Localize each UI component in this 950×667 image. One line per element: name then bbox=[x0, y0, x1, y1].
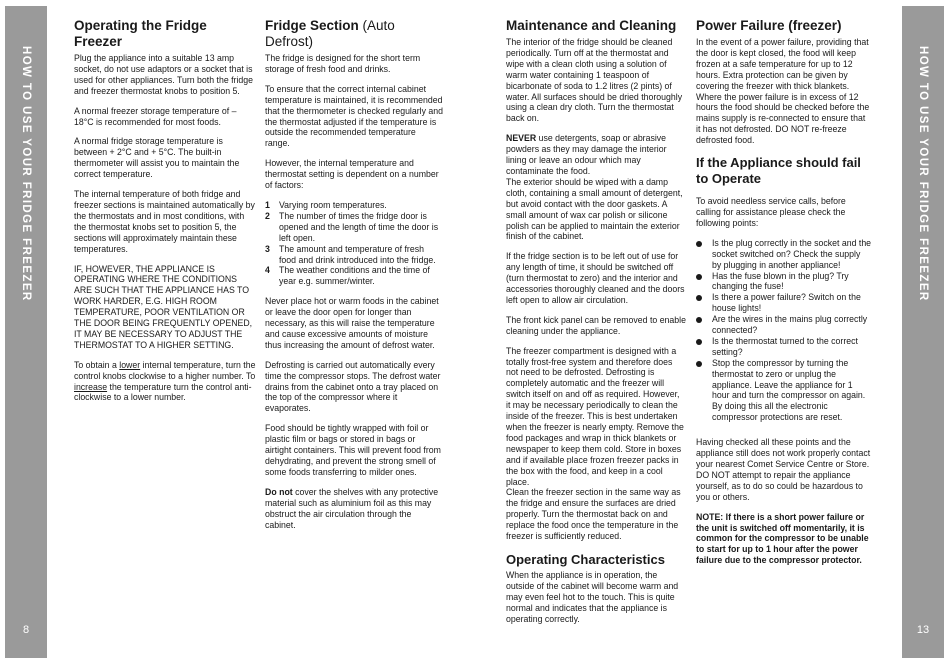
right-sidebar-title: HOW TO USE YOUR FRIDGE FREEZER bbox=[917, 46, 929, 302]
list-item bbox=[265, 211, 443, 244]
checklist bbox=[696, 238, 872, 423]
paragraph-never bbox=[506, 133, 686, 177]
list-number: 4 bbox=[265, 265, 270, 276]
heading-operating: Operating the Fridge Freezer bbox=[74, 18, 207, 49]
list-item: Is the thermostat turned to the correct setting? bbox=[696, 336, 872, 358]
paragraph: If the fridge section is to be left out of use for any length of time, it should be switched off (turn thermostat to zero) and the interior and accessories thoroughly cleaned and the doors left open to allow air circulation. bbox=[506, 251, 685, 305]
paragraph: Never place hot or warm foods in the cabinet or leave the door open for longer than necessary, as this will raise the temperature and cause excessive amounts of moisture thus increasing the amount of defrost water. bbox=[265, 296, 439, 350]
text: internal temperature, turn the control knobs clockwise to a higher number. To bbox=[74, 359, 256, 381]
text: the temperature turn the control anti-clockwise to a lower number. bbox=[74, 381, 252, 403]
paragraph: A normal freezer storage temperature of – 18°C is recommended for most foods. bbox=[74, 105, 237, 127]
list-text: The amount and temperature of fresh food and drink introduced into the fridge. bbox=[279, 243, 436, 265]
list-item bbox=[265, 200, 443, 211]
left-sidebar-band bbox=[5, 6, 47, 658]
text: use detergents, soap or abrasive powders as they may damage the interior lining or leave an odour which may contaminate the food. bbox=[506, 133, 667, 176]
right-sidebar-band bbox=[902, 6, 944, 658]
paragraph: When the appliance is in operation, the outside of the cabinet will become warm and may even feel hot to the touch. This is quite normal and indicates that the appliance is operating correctly. bbox=[506, 570, 679, 625]
list-item: Is there a power failure? Switch on the house lights! bbox=[696, 292, 872, 314]
text: To obtain a bbox=[74, 359, 120, 370]
list-text: The weather conditions and the time of year e.g. summer/winter. bbox=[279, 265, 430, 287]
paragraph: The interior of the fridge should be cleaned periodically. Turn off at the thermostat and wipe with a clean cloth using a solution of warm water containing 1 teaspoon of bicarbonate of soda to 1.2 litres (2 pints) of water. All surfaces should be dried thoroughly using a clean dry cloth. Turn the thermostat back on. bbox=[506, 37, 683, 124]
underlined-word: lower bbox=[119, 359, 141, 370]
right-page-number: 13 bbox=[916, 624, 930, 636]
heading-operating-characteristics: Operating Characteristics bbox=[506, 551, 665, 567]
paragraph: To ensure that the correct internal cabinet temperature is maintained, it is recommended that the thermometer is checked regularly and the thermostat adjusted if the temperature is outside the recommended temperature range. bbox=[265, 83, 444, 149]
list-number: 1 bbox=[265, 199, 270, 210]
column-operating bbox=[74, 18, 256, 412]
list-text: Varying room temperatures. bbox=[279, 199, 387, 210]
paragraph-do-not bbox=[265, 487, 443, 531]
list-item: Has the fuse blown in the plug? Try changing the fuse! bbox=[696, 271, 872, 293]
list-text: The number of times the fridge door is opened and the length of time the door is left open. bbox=[279, 210, 439, 243]
column-power-failure bbox=[696, 18, 872, 575]
list-item: Stop the compressor by turning the thermostat to zero or unplug the appliance. Leave the appliance for 1 hour and turn the compressor on again. By doing this all the electronic compressor protections are reset. bbox=[696, 358, 872, 423]
note-paragraph: NOTE: If there is a short power failure or the unit is switched off momentarily, it is common for the compressor to be unable to start for up to 1 hour after the power failure due to the compressor protector. bbox=[696, 511, 869, 566]
list-number: 3 bbox=[265, 243, 270, 254]
paragraph: The fridge is designed for the short term storage of fresh food and drinks. bbox=[265, 53, 421, 74]
column-fridge-section bbox=[265, 18, 443, 539]
paragraph: The exterior should be wiped with a damp cloth, containing a small amount of detergent, but avoid contact with the door gaskets. A small amount of wax car polish or silicone polish can be applied to maintain the exterior finish of the cabinet. bbox=[506, 176, 683, 242]
paragraph-adjust bbox=[74, 360, 256, 404]
heading-bold: Fridge Section bbox=[265, 18, 359, 33]
heading-light: (Auto Defrost) bbox=[265, 18, 395, 49]
paragraph: The freezer compartment is designed with a totally frost-free system and therefore does not need to be defrosted. Defrosting is completely automatic and the freezer will switch itself on and off as required. However, it may be necessary periodically to clean the inside of the freezer. This is best undertaken when the freezer is nearly empty. Remove the food packages and wrap in thick blankets or newspaper to keep them cold. Store in boxes and if available place frozen freezer packs in the box with the food, and keep in a cool place. bbox=[506, 345, 684, 487]
text: cover the shelves with any protective material such as aluminium foil as this may obstruct the air circulation through the cabinet. bbox=[265, 486, 439, 530]
bold-text: NEVER bbox=[506, 133, 537, 144]
bold-text: Do not bbox=[265, 486, 293, 497]
list-item: Is the plug correctly in the socket and the socket switched on? Check the supply by plugging in another appliance! bbox=[696, 238, 872, 271]
paragraph: Food should be tightly wrapped with foil or plastic film or bags or stored in bags or airtight containers. This will prevent food from dehydrating, and prevent the strong smell of some foods transferring to milder ones. bbox=[265, 423, 441, 477]
heading-fridge-section bbox=[265, 18, 443, 50]
list-number: 2 bbox=[265, 210, 270, 221]
paragraph: However, the internal temperature and thermostat setting is dependent on a number of factors: bbox=[265, 158, 439, 191]
paragraph: The front kick panel can be removed to enable cleaning under the appliance. bbox=[506, 314, 686, 336]
list-item bbox=[265, 244, 443, 266]
paragraph: Defrosting is carried out automatically every time the compressor stops. The defrost water drains from the cabinet onto a tray placed on the top of the compressor where it evaporates. bbox=[265, 359, 441, 414]
heading-maintenance: Maintenance and Cleaning bbox=[506, 18, 677, 33]
paragraph: In the event of a power failure, providing that the door is kept closed, the food will keep frozen at a safe temperature for up to 12 hours. Extra protection can be given by covering the freezer with thick blankets. Where the power failure is in excess of 12 hours the food should be checked before the mains supply is re-connected to ensure that it has not defrosted. DO NOT re-freeze defrosted food. bbox=[696, 37, 870, 146]
left-sidebar-title: HOW TO USE YOUR FRIDGE FREEZER bbox=[20, 46, 32, 302]
list-item: Are the wires in the mains plug correctly connected? bbox=[696, 314, 872, 336]
column-maintenance bbox=[506, 18, 686, 634]
list-item bbox=[265, 265, 443, 287]
paragraph-caps-warning: IF, HOWEVER, THE APPLIANCE IS OPERATING WHERE THE CONDITIONS ARE SUCH THAT THE APPLIANCE HAS TO WORK HARDER, E.G. HIGH ROOM TEMPERATURE, POOR VENTILATION OR THE DOOR BEING FREQUENTLY OPENED, IT MAY BE NECESSARY TO ADJUST THE THERMOSTAT TO A HIGHER SETTING. bbox=[74, 263, 253, 350]
paragraph: Clean the freezer section in the same way as the fridge and ensure the surfaces are dried properly. Turn the thermostat back on and replace the food once the temperature in the freezer is sufficiently reduced. bbox=[506, 487, 681, 542]
paragraph: A normal fridge storage temperature is between + 2°C and + 5°C. The built-in thermometer will assist you to maintain the correct temperature. bbox=[74, 136, 240, 180]
left-page-number: 8 bbox=[22, 624, 30, 636]
paragraph: The internal temperature of both fridge and freezer sections is maintained automatically by the thermostats and in most conditions, with the thermostat knobs set to position 5, the sections will approximately maintain these temperatures. bbox=[74, 189, 255, 254]
underlined-word: increase bbox=[74, 381, 108, 392]
heading-fail-to-operate: If the Appliance should fail to Operate bbox=[696, 155, 861, 186]
heading-power-failure: Power Failure (freezer) bbox=[696, 18, 842, 33]
paragraph: Plug the appliance into a suitable 13 amp socket, do not use adaptors or a socket that is used for other appliances. Turn both the fridge and freezer thermostat knobs to position 5. bbox=[74, 53, 254, 96]
paragraph: Having checked all these points and the appliance still does not work properly contact your nearest Comet Service Centre or Store. DO NOT attempt to repair the appliance yourself, as to do so could be hazardous to you or others. bbox=[696, 437, 871, 502]
paragraph: To avoid needless service calls, before calling for assistance please check the following points: bbox=[696, 196, 846, 228]
factors-list bbox=[265, 200, 443, 287]
